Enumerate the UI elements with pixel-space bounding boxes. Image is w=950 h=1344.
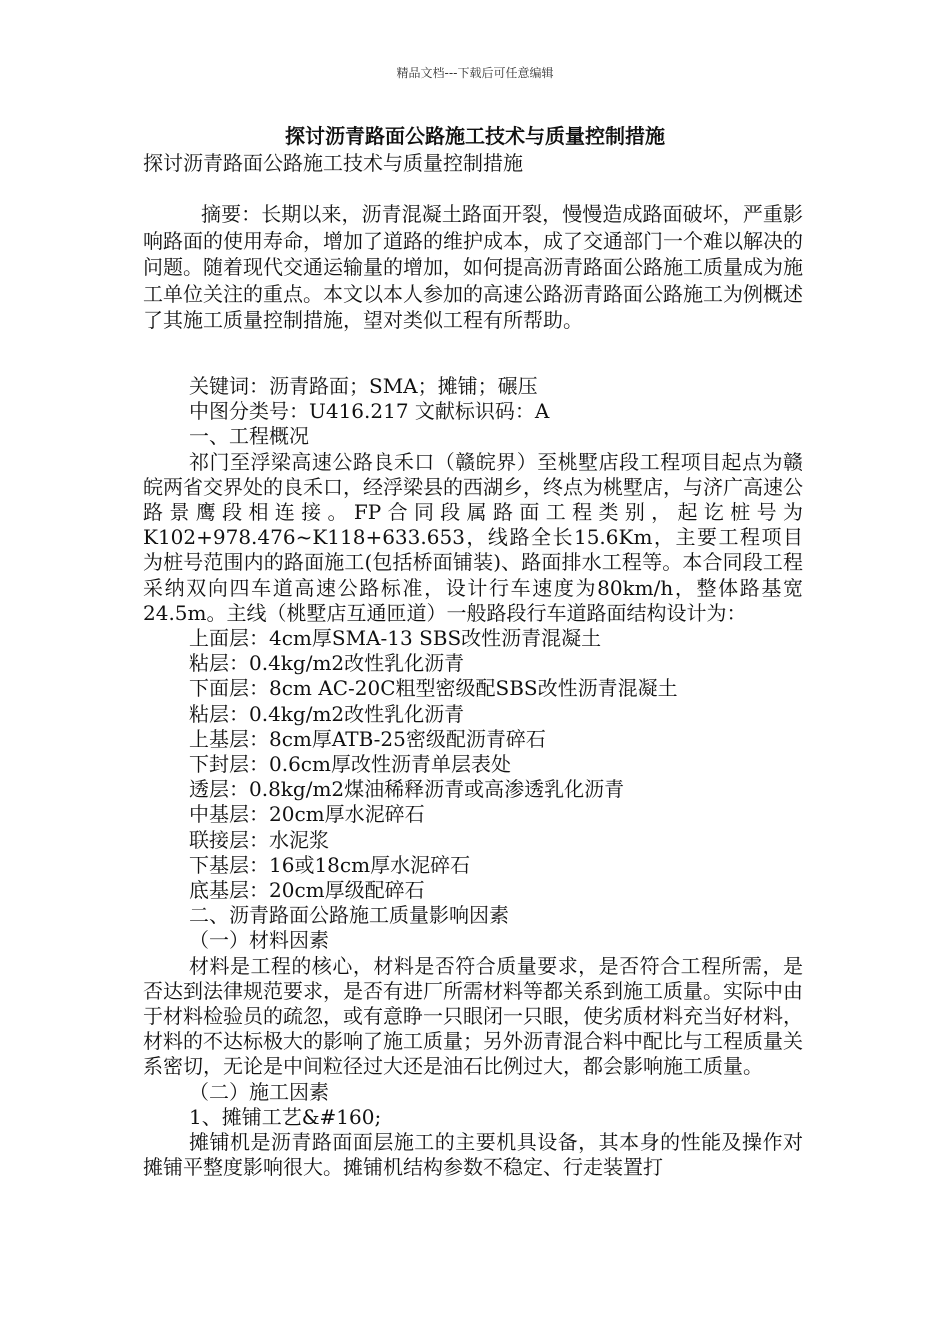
- document-title: 探讨沥青路面公路施工技术与质量控制措施: [285, 124, 665, 148]
- layer-line: 上基层：8cm厚ATB-25密级配沥青碎石: [189, 726, 546, 751]
- materials-paragraph: 材料是工程的核心，材料是否符合质量要求，是否符合工程所需，是否达到法律规范要求，是否有进厂所需材料等都关系到施工质量。实际中由于材料检验员的疏忽，或有意睁一只眼闭一只眼，使劣质材料充当好材料，材料的不达标极大的影响了施工质量；另外沥青混合料中配比与工程质量关系密切，无论是中间粒径过大还是油石比例过大，都会影响施工质量。: [143, 953, 803, 1079]
- section-heading-overview: 一、工程概况: [189, 424, 309, 449]
- layer-line: 下面层：8cm AC-20C粗型密级配SBS改性沥青混凝土: [189, 676, 678, 701]
- layer-line: 上面层：4cm厚SMA-13 SBS改性沥青混凝土: [189, 626, 602, 651]
- layer-line: 下基层：16或18cm厚水泥碎石: [189, 852, 471, 877]
- abstract-paragraph: 摘要：长期以来，沥青混凝土路面开裂，慢慢造成路面破坏，严重影响路面的使用寿命，增加了道路的维护成本，成了交通部门一个难以解决的问题。随着现代交通运输量的增加，如何提高沥青路面公路施工质量成为施工单位关注的重点。本文以本人参加的高速公路沥青路面公路施工为例概述了其施工质量控制措施，望对类似工程有所帮助。: [143, 202, 803, 333]
- keywords-line: 关键词：沥青路面；SMA；摊铺；碾压: [189, 374, 538, 398]
- subsection-heading-construction: （二）施工因素: [189, 1079, 329, 1104]
- layer-line: 中基层：20cm厚水泥碎石: [189, 802, 425, 827]
- classification-line: 中图分类号：U416.217 文献标识码：A: [189, 399, 550, 424]
- item-heading-paving: 1、摊铺工艺&#160;: [189, 1104, 382, 1129]
- page-header: 精品文档---下载后可任意编辑: [396, 66, 554, 80]
- layer-line: 底基层：20cm厚级配碎石: [189, 878, 425, 903]
- document-subtitle: 探讨沥青路面公路施工技术与质量控制措施: [143, 151, 523, 175]
- layer-line: 粘层：0.4kg/m2改性乳化沥青: [189, 651, 465, 676]
- layer-line: 下封层：0.6cm厚改性沥青单层表处: [189, 752, 511, 777]
- overview-paragraph: 祁门至浮梁高速公路良禾口（赣皖界）至桃墅店段工程项目起点为赣皖两省交界处的良禾口，经浮梁县的西湖乡，终点为桃墅店，与济广高速公路景鹰段相连接。FP合同段属路面工程类别，起讫桩号为K102+978.476~K118+633.653，线路全长15.6Km，主要工程项目为桩号范围内的路面施工(包括桥面铺装)、路面排水工程等。本合同段工程采纳双向四车道高速公路标准，设计行车速度为80km/h，整体路基宽24.5m。主线（桃墅店互通匝道）一般路段行车道路面结构设计为：: [143, 449, 803, 625]
- subsection-heading-materials: （一）材料因素: [189, 928, 329, 953]
- layer-line: 粘层：0.4kg/m2改性乳化沥青: [189, 701, 465, 726]
- section-heading-factors: 二、沥青路面公路施工质量影响因素: [189, 903, 509, 928]
- paving-paragraph: 摊铺机是沥青路面面层施工的主要机具设备，其本身的性能及操作对摊铺平整度影响很大。摊铺机结构参数不稳定、行走装置打: [143, 1130, 803, 1180]
- layer-line: 透层：0.8kg/m2煤油稀释沥青或高渗透乳化沥青: [189, 777, 625, 802]
- layer-line: 联接层：水泥浆: [189, 827, 329, 852]
- document-body: [143, 374, 803, 1181]
